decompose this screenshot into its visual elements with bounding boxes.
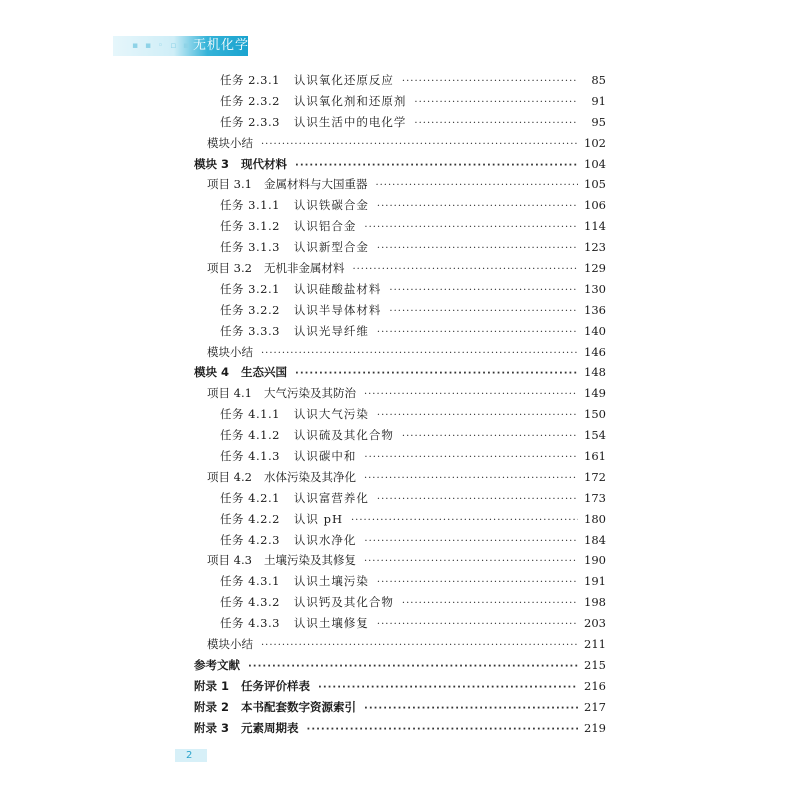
toc-leader-dots [364,556,578,567]
toc-leader-dots [295,160,578,171]
toc-leader-dots [377,410,578,421]
toc-entry[interactable] [194,156,606,177]
toc-entry-page: 172 [584,469,606,484]
toc-entry[interactable] [194,699,606,720]
toc-entry[interactable] [194,720,606,741]
toc-entry-title: 认识钙及其化合物 [293,595,394,610]
toc-entry-number: 任务 4.3.2 [220,595,280,610]
toc-leader-dots [307,724,578,735]
toc-entry-page: 149 [584,386,606,401]
toc-leader-dots [364,389,578,400]
toc-entry-page: 215 [584,657,606,672]
toc-entry-number: 项目 4.1 [207,386,252,401]
toc-entry-title: 认识富营养化 [293,490,369,505]
toc-entry[interactable] [194,260,606,281]
toc-entry-title: 任务评价样表 [241,678,311,693]
toc-entry-number: 项目 4.3 [207,553,252,568]
toc-entry-number: 任务 4.2.2 [220,511,280,526]
toc-entry-page: 203 [584,616,606,631]
toc-entry[interactable] [194,114,606,135]
toc-leader-dots [351,515,578,526]
toc-leader-dots [377,243,578,254]
toc-entry-page: 154 [584,428,606,443]
toc-entry-title: 土壤污染及其修复 [263,553,356,568]
toc-leader-dots [414,97,578,108]
toc-entry-title: 无机非金属材料 [263,261,345,276]
toc-entry-page: 161 [584,449,606,464]
toc-entry-number: 任务 4.1.3 [220,449,280,464]
toc-leader-dots [377,577,578,588]
toc-entry[interactable] [194,176,606,197]
toc-entry[interactable] [194,323,606,344]
running-header-title: 无机化学 [193,38,250,53]
toc-entry-number: 任务 4.3.3 [220,616,280,631]
toc-entry-title: 大气污染及其防治 [263,386,356,401]
toc-entry-page: 150 [584,407,606,422]
toc-entry-number: 任务 3.2.1 [220,281,280,296]
toc-entry[interactable] [194,385,606,406]
toc-entry-page: 95 [591,114,606,129]
toc-entry-page: 85 [591,73,606,87]
toc-entry-page: 123 [584,240,606,255]
toc-leader-dots [261,640,578,651]
toc-entry[interactable] [194,364,606,385]
toc-entry-page: 129 [584,261,606,276]
toc-entry-page: 146 [584,344,606,359]
page-number: 2 [186,750,193,761]
toc-entry-title: 认识新型合金 [293,240,369,255]
toc-entry[interactable] [194,239,606,260]
toc-leader-dots [402,598,578,609]
toc-entry-page: 217 [584,699,606,714]
toc-entry-number: 模块 3 [194,156,230,171]
toc-entry-page: 180 [584,511,606,526]
toc-entry[interactable] [194,636,606,657]
toc-leader-dots [364,222,578,233]
toc-entry-page: 191 [584,574,606,589]
toc-entry-number: 项目 3.2 [207,261,252,276]
toc-entry[interactable] [194,552,606,573]
toc-entry[interactable] [194,573,606,594]
toc-leader-dots [318,682,578,693]
toc-entry-title: 模块小结 [207,135,253,150]
toc-entry-page: 140 [584,323,606,338]
toc-entry-title: 参考文献 [194,657,240,672]
toc-entry-page: 148 [584,365,606,380]
toc-entry-number: 任务 4.2.1 [220,490,280,505]
toc-entry-title: 认识铁碳合金 [293,198,369,213]
toc-entry[interactable] [194,344,606,365]
toc-entry-title: 认识土壤污染 [293,574,369,589]
toc-entry-page: 104 [584,156,606,171]
toc-entry-page: 184 [584,532,606,547]
toc-entry-number: 项目 4.2 [207,469,252,484]
toc-entry[interactable] [194,511,606,532]
toc-entry-number: 附录 1 [194,678,230,693]
toc-leader-dots [402,76,578,87]
toc-leader-dots [295,368,578,379]
header-decoration: ▪ ▪ ◦ ▫ ▪ [132,41,192,51]
toc-leader-dots [402,431,578,442]
toc-entry-page: 105 [584,177,606,192]
toc-entry[interactable] [194,615,606,636]
toc-entry-title: 水体污染及其净化 [263,469,356,484]
toc-leader-dots [248,661,578,672]
toc-entry-page: 190 [584,553,606,568]
toc-entry-title: 本书配套数字资源索引 [241,699,357,714]
toc-entry[interactable] [194,281,606,302]
toc-entry-number: 任务 2.3.2 [220,93,280,108]
toc-entry-number: 任务 3.2.2 [220,302,280,317]
toc-entry-number: 任务 3.1.1 [220,198,280,213]
toc-entry-number: 任务 3.3.3 [220,323,280,338]
toc-leader-dots [377,201,578,212]
toc-entry-title: 认识铝合金 [293,219,357,234]
toc-entry[interactable] [194,594,606,615]
toc-entry-page: 173 [584,490,606,505]
toc-leader-dots [364,536,578,547]
toc-entry[interactable] [194,197,606,218]
toc-leader-dots [377,327,578,338]
toc-entry-page: 216 [584,678,606,693]
toc-entry-number: 任务 4.2.3 [220,532,280,547]
toc-leader-dots [414,118,578,129]
toc-entry-number: 附录 2 [194,699,230,714]
toc-entry-title: 认识氧化剂和还原剂 [293,93,407,108]
toc-entry-number: 附录 3 [194,720,230,735]
toc-entry[interactable] [194,657,606,678]
toc-entry[interactable] [194,427,606,448]
toc-leader-dots [389,306,578,317]
toc-entry-title: 现代材料 [241,156,288,171]
toc-leader-dots [377,619,578,630]
toc-entry-page: 91 [591,93,606,108]
toc-entry-title: 认识大气污染 [293,407,369,422]
toc-entry-number: 任务 2.3.3 [220,114,280,129]
toc-entry-title: 生态兴国 [241,365,288,380]
toc-entry-title: 认识氧化还原反应 [293,73,394,87]
toc-entry-title: 元素周期表 [241,720,299,735]
toc-leader-dots [364,473,578,484]
toc-entry-number: 任务 4.1.2 [220,428,280,443]
toc-entry-page: 106 [584,198,606,213]
toc-entry-title: 认识生活中的电化学 [293,114,407,129]
toc-entry[interactable] [194,135,606,156]
toc-entry-title: 认识碳中和 [293,449,357,464]
toc-entry-page: 211 [584,637,606,652]
toc-leader-dots [261,348,578,359]
toc-entry[interactable] [194,93,606,114]
toc-entry-title: 认识硫及其化合物 [293,428,394,443]
toc-entry-title: 认识土壤修复 [293,616,369,631]
toc-leader-dots [364,703,578,714]
toc-entry-number: 模块 4 [194,365,230,380]
toc-entry[interactable] [194,406,606,427]
toc-entry-title: 认识光导纤维 [293,323,369,338]
toc-leader-dots [364,452,578,463]
toc-entry-title: 认识半导体材料 [293,302,382,317]
toc-entry-number: 任务 3.1.3 [220,240,280,255]
toc-leader-dots [375,180,578,191]
toc-entry-page: 198 [584,595,606,610]
toc-entry-page: 219 [584,720,606,735]
toc-entry-number: 任务 2.3.1 [220,73,280,87]
toc-entry[interactable] [194,678,606,699]
toc-entry[interactable] [194,72,606,93]
toc-entry[interactable] [194,490,606,511]
toc-entry-number: 任务 4.1.1 [220,407,280,422]
toc-entry-title: 认识硅酸盐材料 [293,281,382,296]
toc-entry[interactable] [194,302,606,323]
toc-entry-number: 任务 4.3.1 [220,574,280,589]
toc-leader-dots [389,285,578,296]
toc-entry[interactable] [194,469,606,490]
toc-entry-title: 模块小结 [207,344,253,359]
toc-entry-title: 认识水净化 [293,532,357,547]
toc-entry-title: 认识 pH [293,511,343,526]
toc-entry-page: 102 [584,135,606,150]
table-of-contents [194,72,606,741]
toc-entry-title: 金属材料与大国重器 [263,177,368,192]
toc-leader-dots [261,139,578,150]
toc-entry[interactable] [194,448,606,469]
toc-entry-page: 130 [584,281,606,296]
toc-entry-number: 任务 3.1.2 [220,219,280,234]
toc-entry-number: 项目 3.1 [207,177,252,192]
toc-entry-page: 114 [584,219,606,234]
toc-entry[interactable] [194,218,606,239]
toc-entry[interactable] [194,532,606,553]
toc-leader-dots [377,494,578,505]
toc-entry-page: 136 [584,302,606,317]
toc-entry-title: 模块小结 [207,637,253,652]
toc-leader-dots [352,264,578,275]
